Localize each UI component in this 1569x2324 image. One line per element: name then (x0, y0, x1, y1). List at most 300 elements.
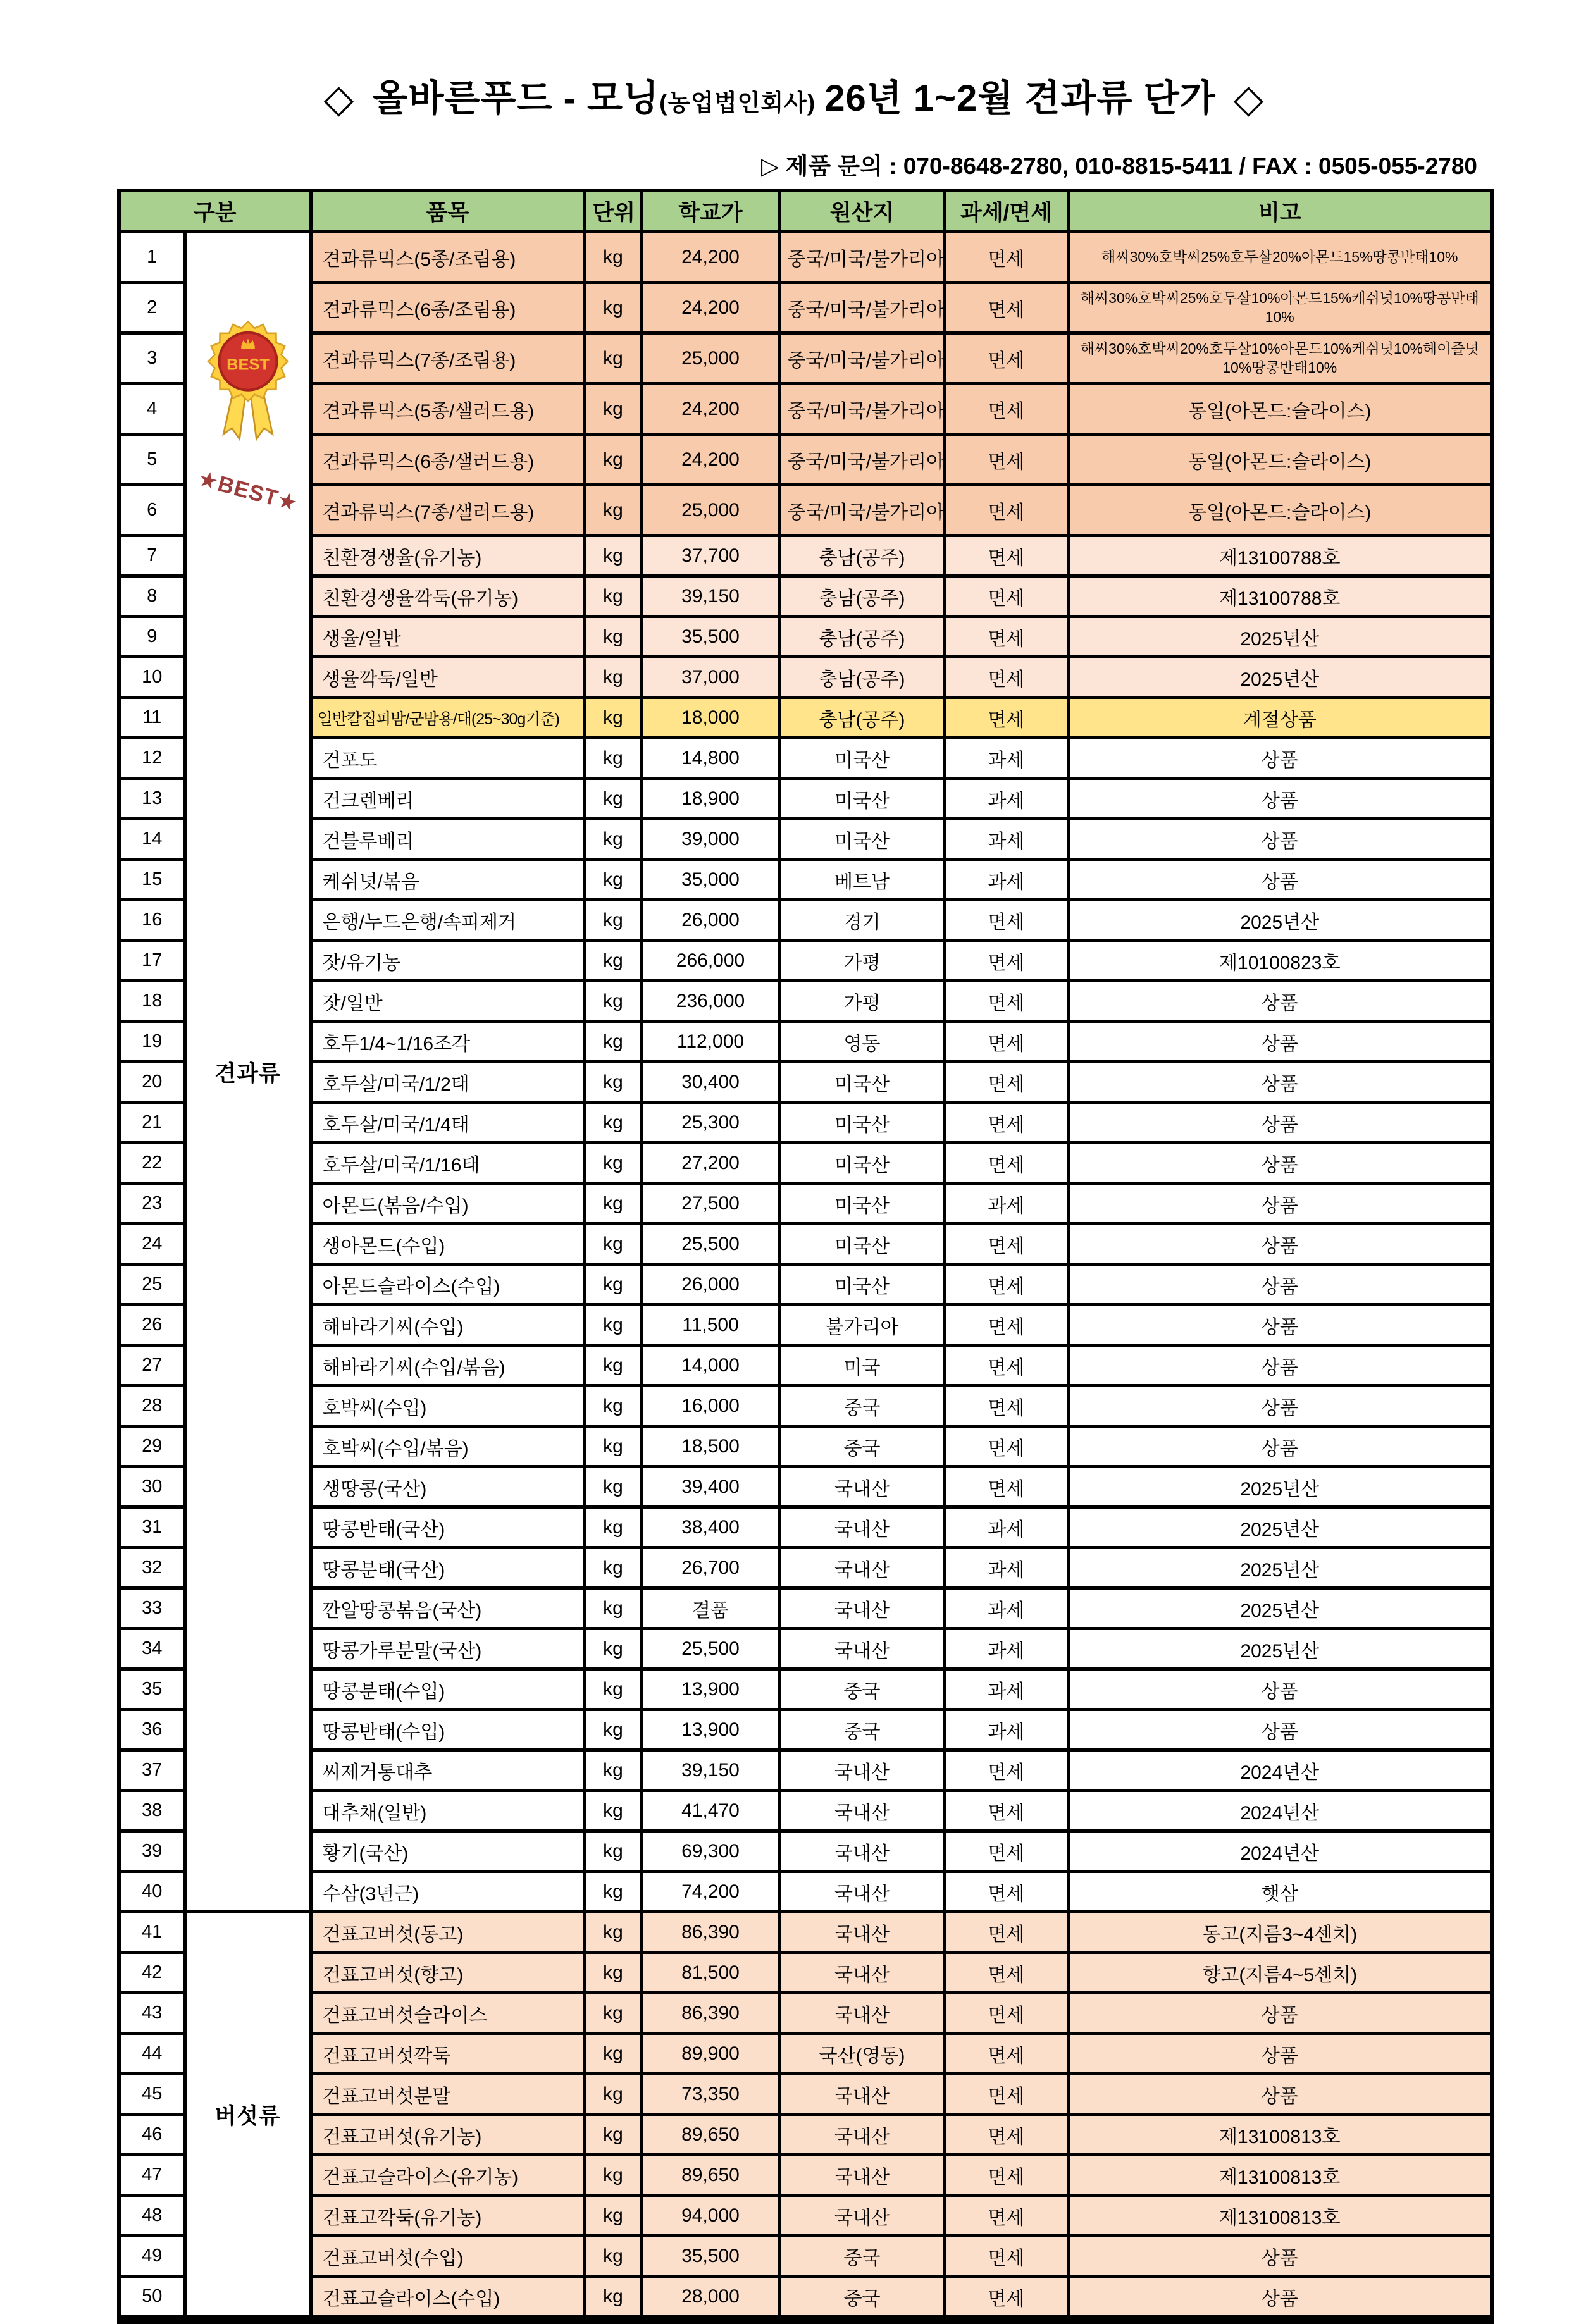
table-row (119, 1022, 1492, 1062)
unit-cell: kg (585, 617, 642, 657)
origin-cell: 미국산 (779, 738, 945, 779)
item-name-cell: 건표고버섯슬라이스 (311, 1993, 585, 2034)
origin-cell: 국산(영동) (779, 2034, 945, 2074)
unit-cell: kg (585, 860, 642, 900)
table-row (119, 2034, 1492, 2074)
note-cell: 상품 (1068, 1426, 1492, 1467)
origin-cell: 충남(공주) (779, 657, 945, 698)
row-number: 19 (119, 1022, 185, 1062)
table-row (119, 2236, 1492, 2277)
note-cell: 햇삼 (1068, 1872, 1492, 1912)
price-cell: 89,650 (642, 2115, 779, 2155)
tax-cell: 과세 (945, 1507, 1068, 1548)
row-number: 17 (119, 941, 185, 981)
origin-cell: 가평 (779, 941, 945, 981)
price-cell: 13,900 (642, 1669, 779, 1710)
item-name-cell: 은행/누드은행/속피제거 (311, 900, 585, 941)
tax-cell: 면세 (945, 617, 1068, 657)
tax-cell: 과세 (945, 860, 1068, 900)
origin-cell: 국내산 (779, 1953, 945, 1993)
table-row (119, 2074, 1492, 2115)
item-name-cell: 호박씨(수입/볶음) (311, 1426, 585, 1467)
tax-cell: 면세 (945, 2196, 1068, 2236)
row-number: 27 (119, 1345, 185, 1386)
price-cell: 39,000 (642, 819, 779, 860)
row-number: 3 (119, 333, 185, 384)
row-number: 44 (119, 2034, 185, 2074)
price-cell: 25,000 (642, 333, 779, 384)
price-cell: 39,400 (642, 1467, 779, 1507)
origin-cell: 미국 (779, 1345, 945, 1386)
price-cell: 37,700 (642, 536, 779, 576)
unit-cell: kg (585, 1629, 642, 1669)
item-name-cell: 견과류믹스(7종/조림용) (311, 333, 585, 384)
price-cell: 26,000 (642, 1264, 779, 1305)
origin-cell: 중국/미국/불가리아 (779, 485, 945, 536)
price-cell: 236,000 (642, 981, 779, 1022)
tax-cell: 면세 (945, 1872, 1068, 1912)
contact-line: ▷ 제품 문의 : 070-8648-2780, 010-8815-5411 / FAX : 0505-055-2780 (760, 153, 1477, 179)
row-number: 13 (119, 779, 185, 819)
tax-cell: 면세 (945, 698, 1068, 738)
origin-cell: 경기 (779, 900, 945, 941)
unit-cell: kg (585, 435, 642, 485)
tax-cell: 면세 (945, 1791, 1068, 1831)
row-number: 36 (119, 1710, 185, 1750)
row-number: 5 (119, 435, 185, 485)
item-name-cell: 건표고깍둑(유기농) (311, 2196, 585, 2236)
origin-cell: 중국 (779, 2236, 945, 2277)
tax-cell: 과세 (945, 1588, 1068, 1629)
note-cell: 제13100788호 (1068, 536, 1492, 576)
note-cell: 2024년산 (1068, 1791, 1492, 1831)
col-header-price: 학교가 (642, 190, 779, 232)
tax-cell: 면세 (945, 1264, 1068, 1305)
price-cell: 39,150 (642, 1750, 779, 1791)
tax-cell: 면세 (945, 1993, 1068, 2034)
table-row (119, 1588, 1492, 1629)
unit-cell: kg (585, 1548, 642, 1588)
price-sheet-page (0, 68, 1569, 2309)
note-cell: 2025년산 (1068, 900, 1492, 941)
item-name-cell: 건표고슬라이스(수입) (311, 2277, 585, 2320)
origin-cell: 미국산 (779, 1062, 945, 1103)
row-number: 2 (119, 283, 185, 333)
origin-cell: 국내산 (779, 2074, 945, 2115)
unit-cell: kg (585, 1305, 642, 1345)
unit-cell: kg (585, 2074, 642, 2115)
origin-cell: 국내산 (779, 2115, 945, 2155)
row-number: 41 (119, 1912, 185, 1953)
unit-cell: kg (585, 2277, 642, 2320)
note-cell: 2025년산 (1068, 1588, 1492, 1629)
unit-cell: kg (585, 2196, 642, 2236)
unit-cell: kg (585, 2155, 642, 2196)
tax-cell: 면세 (945, 1912, 1068, 1953)
price-cell: 25,500 (642, 1629, 779, 1669)
row-number: 12 (119, 738, 185, 779)
price-cell: 89,900 (642, 2034, 779, 2074)
table-row (119, 333, 1492, 384)
note-cell: 제13100788호 (1068, 576, 1492, 617)
item-name-cell: 대추채(일반) (311, 1791, 585, 1831)
tax-cell: 면세 (945, 1467, 1068, 1507)
price-cell: 24,200 (642, 435, 779, 485)
row-number: 6 (119, 485, 185, 536)
row-number: 29 (119, 1426, 185, 1467)
row-number: 30 (119, 1467, 185, 1507)
tax-cell: 면세 (945, 485, 1068, 536)
item-name-cell: 해바라기씨(수입/볶음) (311, 1345, 585, 1386)
item-name-cell: 땅콩반태(국산) (311, 1507, 585, 1548)
tax-cell: 면세 (945, 900, 1068, 941)
tax-cell: 면세 (945, 283, 1068, 333)
col-header-item: 품목 (311, 190, 585, 232)
item-name-cell: 호두살/미국/1/4태 (311, 1103, 585, 1143)
table-row (119, 2155, 1492, 2196)
tax-cell: 면세 (945, 333, 1068, 384)
tax-cell: 면세 (945, 981, 1068, 1022)
item-name-cell: 견과류믹스(7종/샐러드용) (311, 485, 585, 536)
table-row (119, 1993, 1492, 2034)
tax-cell: 면세 (945, 1426, 1068, 1467)
origin-cell: 불가리아 (779, 1305, 945, 1345)
item-name-cell: 견과류믹스(5종/조림용) (311, 232, 585, 283)
origin-cell: 국내산 (779, 1750, 945, 1791)
price-cell: 89,650 (642, 2155, 779, 2196)
price-cell: 11,500 (642, 1305, 779, 1345)
note-cell: 계절상품 (1068, 698, 1492, 738)
tax-cell: 면세 (945, 435, 1068, 485)
table-row (119, 1548, 1492, 1588)
row-number: 38 (119, 1791, 185, 1831)
tax-cell: 면세 (945, 1103, 1068, 1143)
table-row (119, 941, 1492, 981)
table-row (119, 657, 1492, 698)
tax-cell: 면세 (945, 384, 1068, 435)
price-cell: 69,300 (642, 1831, 779, 1872)
note-cell: 상품 (1068, 1386, 1492, 1426)
table-row (119, 1305, 1492, 1345)
origin-cell: 국내산 (779, 1912, 945, 1953)
price-cell: 35,500 (642, 2236, 779, 2277)
table-row (119, 738, 1492, 779)
origin-cell: 충남(공주) (779, 617, 945, 657)
note-cell: 상품 (1068, 1669, 1492, 1710)
table-row (119, 1831, 1492, 1872)
title-diamond-right-icon: ◇ (1233, 77, 1265, 121)
tax-cell: 면세 (945, 2034, 1068, 2074)
note-cell: 상품 (1068, 1224, 1492, 1264)
note-cell: 상품 (1068, 1345, 1492, 1386)
table-row (119, 1507, 1492, 1548)
unit-cell: kg (585, 1224, 642, 1264)
unit-cell: kg (585, 1912, 642, 1953)
item-name-cell: 깐알땅콩볶음(국산) (311, 1588, 585, 1629)
item-name-cell: 씨제거통대추 (311, 1750, 585, 1791)
origin-cell: 가평 (779, 981, 945, 1022)
table-row (119, 1184, 1492, 1224)
table-row (119, 819, 1492, 860)
row-number: 50 (119, 2277, 185, 2320)
note-cell: 향고(지름4~5센치) (1068, 1953, 1492, 1993)
unit-cell: kg (585, 1750, 642, 1791)
title-diamond-left-icon: ◇ (323, 77, 355, 121)
price-cell: 24,200 (642, 232, 779, 283)
title-main: 올바른푸드 - 모닝 (372, 78, 660, 119)
origin-cell: 국내산 (779, 1467, 945, 1507)
origin-cell: 미국산 (779, 1143, 945, 1184)
unit-cell: kg (585, 2236, 642, 2277)
item-name-cell: 견과류믹스(6종/조림용) (311, 283, 585, 333)
row-number: 22 (119, 1143, 185, 1184)
price-cell: 74,200 (642, 1872, 779, 1912)
item-name-cell: 일반칼집피밤/군밤용/대(25~30g기준) (311, 698, 585, 738)
table-row (119, 698, 1492, 738)
origin-cell: 미국산 (779, 1103, 945, 1143)
item-name-cell: 친환경생율깍둑(유기농) (311, 576, 585, 617)
note-cell: 제13100813호 (1068, 2196, 1492, 2236)
unit-cell: kg (585, 1831, 642, 1872)
note-cell: 동고(지름3~4센치) (1068, 1912, 1492, 1953)
row-number: 33 (119, 1588, 185, 1629)
price-cell: 35,500 (642, 617, 779, 657)
price-cell: 16,000 (642, 1386, 779, 1426)
row-number: 21 (119, 1103, 185, 1143)
origin-cell: 중국/미국/불가리아 (779, 232, 945, 283)
table-row (119, 2196, 1492, 2236)
tax-cell: 과세 (945, 1710, 1068, 1750)
origin-cell: 국내산 (779, 1872, 945, 1912)
row-number: 1 (119, 232, 185, 283)
item-name-cell: 생아몬드(수입) (311, 1224, 585, 1264)
unit-cell: kg (585, 1669, 642, 1710)
origin-cell: 국내산 (779, 1507, 945, 1548)
price-cell: 결품 (642, 1588, 779, 1629)
tax-cell: 과세 (945, 819, 1068, 860)
tax-cell: 과세 (945, 1548, 1068, 1588)
origin-cell: 중국/미국/불가리아 (779, 283, 945, 333)
price-cell: 25,300 (642, 1103, 779, 1143)
row-number: 24 (119, 1224, 185, 1264)
item-name-cell: 생땅콩(국산) (311, 1467, 585, 1507)
price-cell: 26,000 (642, 900, 779, 941)
origin-cell: 국내산 (779, 2196, 945, 2236)
origin-cell: 충남(공주) (779, 698, 945, 738)
item-name-cell: 땅콩분태(수입) (311, 1669, 585, 1710)
unit-cell: kg (585, 2115, 642, 2155)
price-cell: 37,000 (642, 657, 779, 698)
unit-cell: kg (585, 779, 642, 819)
origin-cell: 영동 (779, 1022, 945, 1062)
price-cell: 112,000 (642, 1022, 779, 1062)
note-cell: 상품 (1068, 819, 1492, 860)
item-name-cell: 땅콩분태(국산) (311, 1548, 585, 1588)
unit-cell: kg (585, 1791, 642, 1831)
tax-cell: 과세 (945, 1629, 1068, 1669)
origin-cell: 국내산 (779, 1791, 945, 1831)
price-table (117, 189, 1494, 2324)
table-row (119, 1143, 1492, 1184)
row-number: 18 (119, 981, 185, 1022)
table-row (119, 1953, 1492, 1993)
unit-cell: kg (585, 1993, 642, 2034)
row-number: 39 (119, 1831, 185, 1872)
item-name-cell: 견과류믹스(6종/샐러드용) (311, 435, 585, 485)
row-number: 25 (119, 1264, 185, 1305)
item-name-cell: 호두살/미국/1/16태 (311, 1143, 585, 1184)
row-number: 28 (119, 1386, 185, 1426)
price-cell: 86,390 (642, 1993, 779, 2034)
origin-cell: 국내산 (779, 2155, 945, 2196)
title-company-type: (농업법인회사) (659, 90, 816, 116)
category-cell-mushrooms (185, 1912, 311, 2320)
note-cell: 동일(아몬드:슬라이스) (1068, 485, 1492, 536)
unit-cell: kg (585, 2034, 642, 2074)
item-name-cell: 케쉬넛/볶음 (311, 860, 585, 900)
table-row (119, 1103, 1492, 1143)
note-cell: 상품 (1068, 2277, 1492, 2320)
row-number: 20 (119, 1062, 185, 1103)
table-row (119, 1386, 1492, 1426)
note-cell: 상품 (1068, 738, 1492, 779)
page-title (98, 68, 1490, 121)
note-cell: 해씨30%호박씨20%호두살10%아몬드10%케쉬넛10%헤이즐넛10%땅콩반태10% (1068, 333, 1492, 384)
unit-cell: kg (585, 1588, 642, 1629)
price-cell: 27,200 (642, 1143, 779, 1184)
note-cell: 2025년산 (1068, 1467, 1492, 1507)
item-name-cell: 건표고슬라이스(유기농) (311, 2155, 585, 2196)
unit-cell: kg (585, 1467, 642, 1507)
col-header-category: 구분 (119, 190, 311, 232)
unit-cell: kg (585, 1103, 642, 1143)
col-header-origin: 원산지 (779, 190, 945, 232)
price-cell: 25,000 (642, 485, 779, 536)
origin-cell: 미국산 (779, 1224, 945, 1264)
table-row (119, 485, 1492, 536)
tax-cell: 과세 (945, 738, 1068, 779)
table-row (119, 2277, 1492, 2320)
table-row (119, 2115, 1492, 2155)
note-cell: 상품 (1068, 1993, 1492, 2034)
unit-cell: kg (585, 657, 642, 698)
row-number: 8 (119, 576, 185, 617)
unit-cell: kg (585, 1872, 642, 1912)
table-row (119, 1872, 1492, 1912)
unit-cell: kg (585, 1184, 642, 1224)
row-number: 42 (119, 1953, 185, 1993)
item-name-cell: 수삼(3년근) (311, 1872, 585, 1912)
price-cell: 24,200 (642, 283, 779, 333)
note-cell: 동일(아몬드:슬라이스) (1068, 384, 1492, 435)
tax-cell: 면세 (945, 576, 1068, 617)
note-cell: 상품 (1068, 779, 1492, 819)
item-name-cell: 건크렌베리 (311, 779, 585, 819)
row-number: 10 (119, 657, 185, 698)
best-badge-label: BEST (226, 355, 270, 374)
price-cell: 94,000 (642, 2196, 779, 2236)
col-header-unit: 단위 (585, 190, 642, 232)
tax-cell: 면세 (945, 1224, 1068, 1264)
table-row (119, 1264, 1492, 1305)
tax-cell: 면세 (945, 232, 1068, 283)
note-cell: 상품 (1068, 1264, 1492, 1305)
price-cell: 39,150 (642, 576, 779, 617)
row-number: 49 (119, 2236, 185, 2277)
tax-cell: 면세 (945, 1022, 1068, 1062)
tax-cell: 과세 (945, 1184, 1068, 1224)
unit-cell: kg (585, 819, 642, 860)
table-row (119, 1345, 1492, 1386)
note-cell: 상품 (1068, 1103, 1492, 1143)
note-cell: 상품 (1068, 2074, 1492, 2115)
item-name-cell: 황기(국산) (311, 1831, 585, 1872)
unit-cell: kg (585, 1953, 642, 1993)
table-row (119, 1224, 1492, 1264)
unit-cell: kg (585, 333, 642, 384)
tax-cell: 면세 (945, 2155, 1068, 2196)
item-name-cell: 건블루베리 (311, 819, 585, 860)
unit-cell: kg (585, 485, 642, 536)
tax-cell: 면세 (945, 1305, 1068, 1345)
tax-cell: 면세 (945, 1831, 1068, 1872)
note-cell: 제10100823호 (1068, 941, 1492, 981)
table-row (119, 900, 1492, 941)
origin-cell: 중국 (779, 1386, 945, 1426)
unit-cell: kg (585, 1386, 642, 1426)
unit-cell: kg (585, 232, 642, 283)
price-cell: 28,000 (642, 2277, 779, 2320)
item-name-cell: 호두살/미국/1/2태 (311, 1062, 585, 1103)
table-row (119, 860, 1492, 900)
table-row (119, 435, 1492, 485)
note-cell: 상품 (1068, 2236, 1492, 2277)
price-cell: 81,500 (642, 1953, 779, 1993)
item-name-cell: 땅콩가루분말(국산) (311, 1629, 585, 1669)
price-cell: 41,470 (642, 1791, 779, 1831)
row-number: 15 (119, 860, 185, 900)
origin-cell: 중국 (779, 1426, 945, 1467)
price-cell: 18,900 (642, 779, 779, 819)
row-number: 46 (119, 2115, 185, 2155)
table-row (119, 283, 1492, 333)
row-number: 35 (119, 1669, 185, 1710)
item-name-cell: 아몬드(볶음/수입) (311, 1184, 585, 1224)
unit-cell: kg (585, 1264, 642, 1305)
item-name-cell: 호두1/4~1/16조각 (311, 1022, 585, 1062)
price-cell: 35,000 (642, 860, 779, 900)
item-name-cell: 건표고버섯(동고) (311, 1912, 585, 1953)
row-number: 32 (119, 1548, 185, 1588)
unit-cell: kg (585, 1507, 642, 1548)
note-cell: 2025년산 (1068, 1548, 1492, 1588)
note-cell: 2025년산 (1068, 617, 1492, 657)
price-cell: 27,500 (642, 1184, 779, 1224)
unit-cell: kg (585, 536, 642, 576)
unit-cell: kg (585, 576, 642, 617)
table-row (119, 779, 1492, 819)
table-row (119, 536, 1492, 576)
price-cell: 13,900 (642, 1710, 779, 1750)
item-name-cell: 생율/일반 (311, 617, 585, 657)
table-row (119, 1062, 1492, 1103)
unit-cell: kg (585, 981, 642, 1022)
item-name-cell: 호박씨(수입) (311, 1386, 585, 1426)
row-number: 23 (119, 1184, 185, 1224)
row-number: 4 (119, 384, 185, 435)
note-cell: 2024년산 (1068, 1831, 1492, 1872)
origin-cell: 미국산 (779, 819, 945, 860)
